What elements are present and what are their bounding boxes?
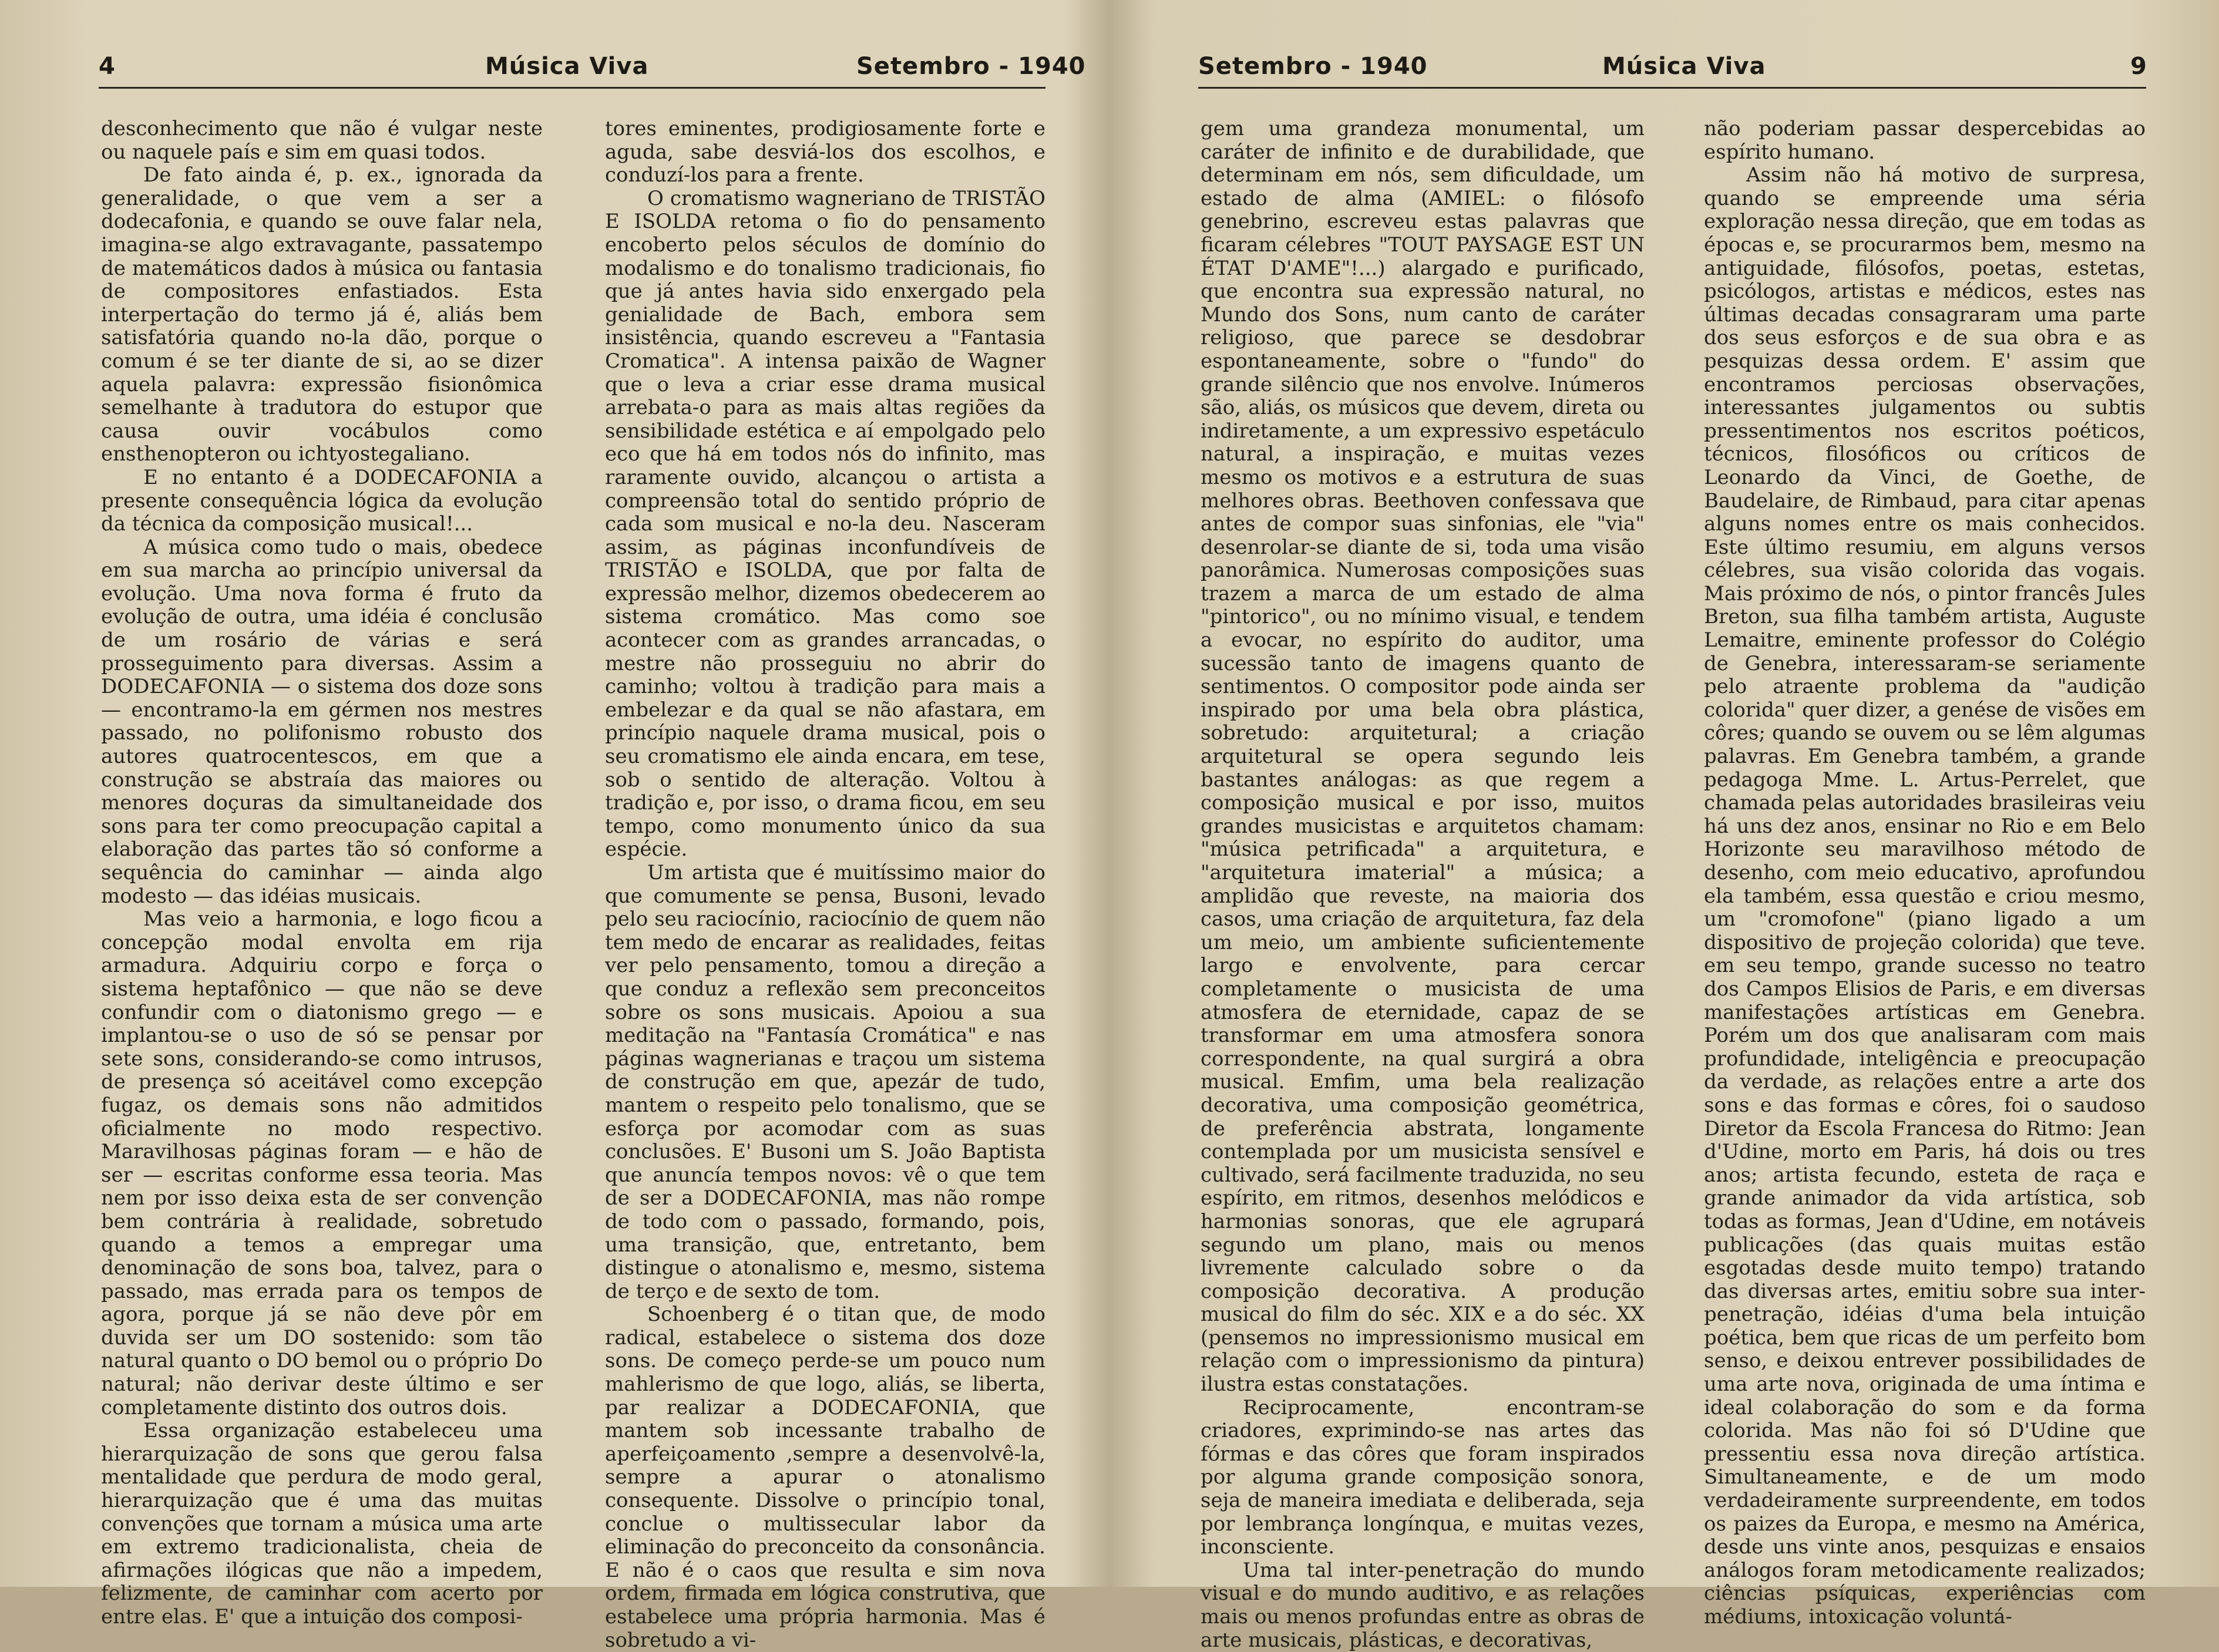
paragraph: Um artista que é muitíssimo maior do que comumente se pensa, Busoni, levado pelo seu raciocínio, raciocínio de quem não tem medo de encarar as realidades, feitas ver pelo pensamento, tomou a direção a que conduz a reflexão sem preconceitos sobre os sons musicais. Apoiou a sua meditação na "Fantasía Cromática" e nas páginas wagnerianas e traçou um sistema de construção em que, apezár de tudo, mantem o respeito pelo tonalismo, que se esforça por acomodar com as suas conclusões. E' Busoni um S. João Baptista que anuncía tempos novos: vê o que tem de ser a DODECAFONIA, mas não rompe de todo com o passado, formando, pois, uma transição, que, entretanto, bem distingue o atonalismo e, mesmo, sistema de terço e de sexto de tom. bbox=[605, 861, 1045, 1303]
magazine-title: Música Viva bbox=[1602, 53, 1766, 80]
issue-date: Setembro - 1940 bbox=[856, 53, 1086, 80]
magazine-title: Música Viva bbox=[485, 53, 649, 80]
paragraph: E no entanto é a DODECAFONIA a presente consequência lógica da evolução da técnica da composição musical!... bbox=[101, 465, 543, 536]
paragraph: Reciprocamente, encontram-se criadores, exprimindo-se nas artes das fórmas e das côres que foram inspirados por alguma grande composição sonora, seja de maneira imediata e deliberada, seja por lembrança longínqua, e muitas vezes, inconsciente. bbox=[1201, 1395, 1645, 1559]
page-number: 9 bbox=[2130, 53, 2147, 80]
paragraph: Uma tal inter-penetração do mundo visual e do mundo auditivo, e as relações mais ou menos profundas entre as obras de arte musicais, plásticas, e decorativas, bbox=[1201, 1558, 1645, 1652]
paragraph: O cromatismo wagneriano de TRISTÃO E ISOLDA retoma o fio do pensamento encoberto pelos séculos de domínio do modalismo e do tonalismo tradicionais, fio que já antes havia sido enxergado pela genialidade de Bach, embora sem insistência, quando escreveu a "Fantasia Cromatica". A intensa paixão de Wagner que o leva a criar esse drama musical arrebata-o para as mais altas regiões da sensibilidade estética e aí empolgado pelo eco que há em todos nós do infinito, mas raramente ouvido, alcançou o artista a compreensão total do sentido próprio de cada som musical e no-la deu. Nasceram assim, as páginas inconfundíveis de TRISTÃO e ISOLDA, que por falta de expressão melhor, dizemos obedecerem ao sistema cromático. Mas como soe acontecer com as grandes arrancadas, o mestre não prosseguiu no abrir do caminho; voltou à tradição para mais a embelezar e da qual se não afastara, em princípio naquele drama musical, pois o seu cromatismo ele ainda encara, em tese, sob o sentido de alteração. Voltou à tradição e, por isso, o drama ficou, em seu tempo, como monumento único da sua espécie. bbox=[605, 186, 1045, 862]
text-column bbox=[605, 117, 1045, 1652]
paragraph: gem uma grandeza monumental, um caráter de infinito e de durabilidade, que determinam em nós, sem dificuldade, um estado de alma (AMIEL: o filósofo genebrino, escreveu estas palavras que ficaram célebres "TOUT PAYSAGE EST UN ÉTAT D'AME"!...) alargado e purificado, que encontra sua expressão natural, no Mundo dos Sons, num canto de caráter religioso, que parece se desdobrar espontaneamente, sobre o "fundo" do grande silêncio que nos envolve. Inúmeros são, aliás, os músicos que devem, direta ou indiretamente, a um expressivo espetáculo natural, a inspiração, e muitas vezes mesmo os motivos e a estrutura de suas melhores obras. Beethoven confessava que antes de compor suas sinfonias, ele "via" desenrolar-se diante de si, toda uma visão panorâmica. Numerosas composições suas trazem a marca de um estado de alma "pintorico", ou no mínimo visual, e tendem a evocar, no espírito do auditor, uma sucessão tanto de imagens quanto de sentimentos. O compositor pode ainda ser inspirado por uma bela obra plástica, sobretudo: arquitetural; a criação arquitetural se opera segundo leis bastantes análogas: as que regem a composição musical e por isso, muitos grandes musicistas e arquitetos chamam: "música petrificada" a arquitetura, e "arquitetura imaterial" a música; a amplidão que reveste, na maioria dos casos, uma criação de arquitetura, faz dela um meio, um ambiente suficientemente largo e envolvente, para cercar completamente o musicista de uma atmosfera de eternidade, capaz de se transformar em uma atmosfera sonora correspondente, na qual surgirá a obra musical. Emfim, uma bela realização decorativa, uma composição geométrica, de preferência abstrata, longamente contemplada por um musicista sensível e cultivado, será facilmente traduzida, no seu espírito, em ritmos, desenhos melódicos e harmonias sonoras, que ele agrupará segundo um plano, mais ou menos livremente calculado sobre o da composição decorativa. A produção musical do film do séc. XIX e a do séc. XX (pensemos no impressionismo musical em relação com o impressionismo da pintura) ilustra estas constatações. bbox=[1201, 117, 1645, 1397]
text-column bbox=[1201, 117, 1645, 1652]
paragraph: desconhecimento que não é vulgar neste ou naquele país e sim em quasi todos. bbox=[101, 117, 543, 164]
paragraph: não poderiam passar despercebidas ao espírito humano. bbox=[1704, 117, 2146, 164]
paragraph: Schoenberg é o titan que, de modo radical, estabelece o sistema dos doze sons. De começo perde-se um pouco num mahlerismo de que logo, aliás, se liberta, par realizar a DODECAFONIA, que mantem sob incessante trabalho de aperfeiçoamento ,sempre a desenvolvê-la, sempre a apurar o atonalismo consequente. Dissolve o princípio tonal, conclue o multissecular labor da eliminação do preconceito da consonância. E não é o caos que resulta e sim nova ordem, firmada em lógica construtiva, que estabelece uma própria harmonia. Mas é sobretudo a vi- bbox=[605, 1303, 1045, 1652]
paragraph: De fato ainda é, p. ex., ignorada da generalidade, o que vem a ser a dodecafonia, e quando se ouve falar nela, imagina-se algo extravagante, passatempo de matemáticos dados à música ou fantasia de compositores enfastiados. Esta interpertação do termo já é, aliás bem satisfatória quando no-la dão, porque o comum é se ter diante de si, ao se dizer aquela palavra: expressão fisionômica semelhante à tradutora do estupor que causa ouvir vocábulos como ensthenopteron ou ichtyostegaliano. bbox=[101, 163, 543, 466]
paragraph: Essa organização estabeleceu uma hierarquização de sons que gerou falsa mentalidade que perdura de modo geral, hierarquização que é uma das muitas convenções que tornam a música uma arte em extremo tradicionalista, cheia de afirmações ilógicas que não a impedem, felizmente, de caminhar com acerto por entre elas. E' que a intuição dos composi- bbox=[101, 1419, 543, 1629]
paragraph: Assim não há motivo de surpresa, quando se empreende uma séria exploração nessa direção, que em todas as épocas e, se procurarmos bem, mesmo na antiguidade, filósofos, poetas, estetas, psicólogos, artistas e médicos, estes nas últimas decadas consagraram uma parte dos seus esforços e de sua obra e as pesquizas dessa ordem. E' assim que encontramos perciosas observações, interessantes julgamentos ou subtis pressentimentos nos escritos poéticos, técnicos, filosóficos ou críticos de Leonardo da Vinci, de Goethe, de Baudelaire, de Rimbaud, para citar apenas alguns nomes entre os mais conhecidos. Este último resumiu, em alguns versos célebres, sua visão colorida das vogais. Mais próximo de nós, o pintor francês Jules Breton, sua filha também artista, Auguste Lemaitre, eminente professor do Colégio de Genebra, interessaram-se seriamente pelo atraente problema da "audição colorida" quer dizer, a genése de visões em côres; quando se ouvem ou se lêm algumas palavras. Em Genebra também, a grande pedagoga Mme. L. Artus-Perrelet, que chamada pelas autoridades brasileiras veiu há uns dez anos, ensinar no Rio e em Belo Horizonte seu maravilhoso método de desenho, com meio educativo, aprofundou ela também, essa questão e criou mesmo, um "cromofone" (piano ligado a um dispositivo de projeção colorida) que teve. em seu tempo, grande sucesso no teatro dos Campos Elisios de Paris, e em diversas manifestações artísticas em Genebra. Porém um dos que analisaram com mais profundidade, inteligência e preocupação da verdade, as relações entre a arte dos sons e das formas e côres, foi o saudoso Diretor da Escola Francesa do Ritmo: Jean d'Udine, morto em Paris, há dois ou tres anos; artista fecundo, esteta de raça e grande animador da vida artística, sob todas as formas, Jean d'Udine, em notáveis publicações (das quais muitas estão esgotadas desde muito tempo) tratando das diversas artes, emitiu sobre sua inter-penetração, idéias d'uma bela intuição poética, bem que ricas de um perfeito bom senso, e deixou entrever possibilidades de uma arte nova, originada de uma íntima e ideal colaboração do som e da forma colorida. Mas não foi só D'Udine que pressentiu essa nova direção artística. Simultaneamente, e de um modo verdadeiramente surpreendente, em todos os paizes da Europa, e mesmo na América, desde uns vinte anos, pesquizas e ensaios análogos foram metodicamente realizados; ciências psíquicas, experiências com médiums, intoxicação voluntá- bbox=[1704, 163, 2146, 1629]
right-page bbox=[1110, 0, 2219, 1652]
header-rule bbox=[1198, 87, 2146, 89]
paragraph: A música como tudo o mais, obedece em sua marcha ao princípio universal da evolução. Uma nova forma é fruto da evolução de outra, uma idéia é conclusão de um rosário de várias e será prosseguimento para diversas. Assim a DODECAFONIA — o sistema dos doze sons — encontramo-la em gérmen nos mestres passado, no polifonismo robusto dos autores quatrocentescos, em que a construção se abstraía das maiores ou menores doçuras da simultaneidade dos sons para ter como preocupação capital a elaboração das partes tão só conforme a sequência do caminhar — ainda algo modesto — das idéias musicais. bbox=[101, 535, 543, 908]
paragraph: tores eminentes, prodigiosamente forte e aguda, sabe desviá-los dos escolhos, e conduzí-los para a frente. bbox=[605, 117, 1045, 187]
text-column bbox=[101, 117, 543, 1629]
page-number: 4 bbox=[99, 53, 116, 80]
header-rule bbox=[99, 87, 1045, 89]
paragraph: Mas veio a harmonia, e logo ficou a concepção modal envolta em rija armadura. Adquiriu corpo e força o sistema heptafônico — que não se deve confundir com o diatonismo grego — e implantou-se o uso de só se pensar por sete sons, considerando-se como intrusos, de presença só aceitável como excepção fugaz, os demais sons não admitidos oficialmente no modo respectivo. Maravilhosas páginas foram — e hão de ser — escritas conforme essa teoria. Mas nem por isso deixa esta de ser convenção bem contrária à realidade, sobretudo quando a temos a empregar uma denominação de sons boa, talvez, para o passado, mas errada para os tempos de agora, porque já se não deve pôr em duvida ser um DO sostenido: som tão natural quanto o DO bemol ou o próprio Do natural; não derivar deste último e ser completamente distinto dos outros dois. bbox=[101, 907, 543, 1419]
issue-date: Setembro - 1940 bbox=[1198, 53, 1428, 80]
text-column bbox=[1704, 117, 2146, 1629]
